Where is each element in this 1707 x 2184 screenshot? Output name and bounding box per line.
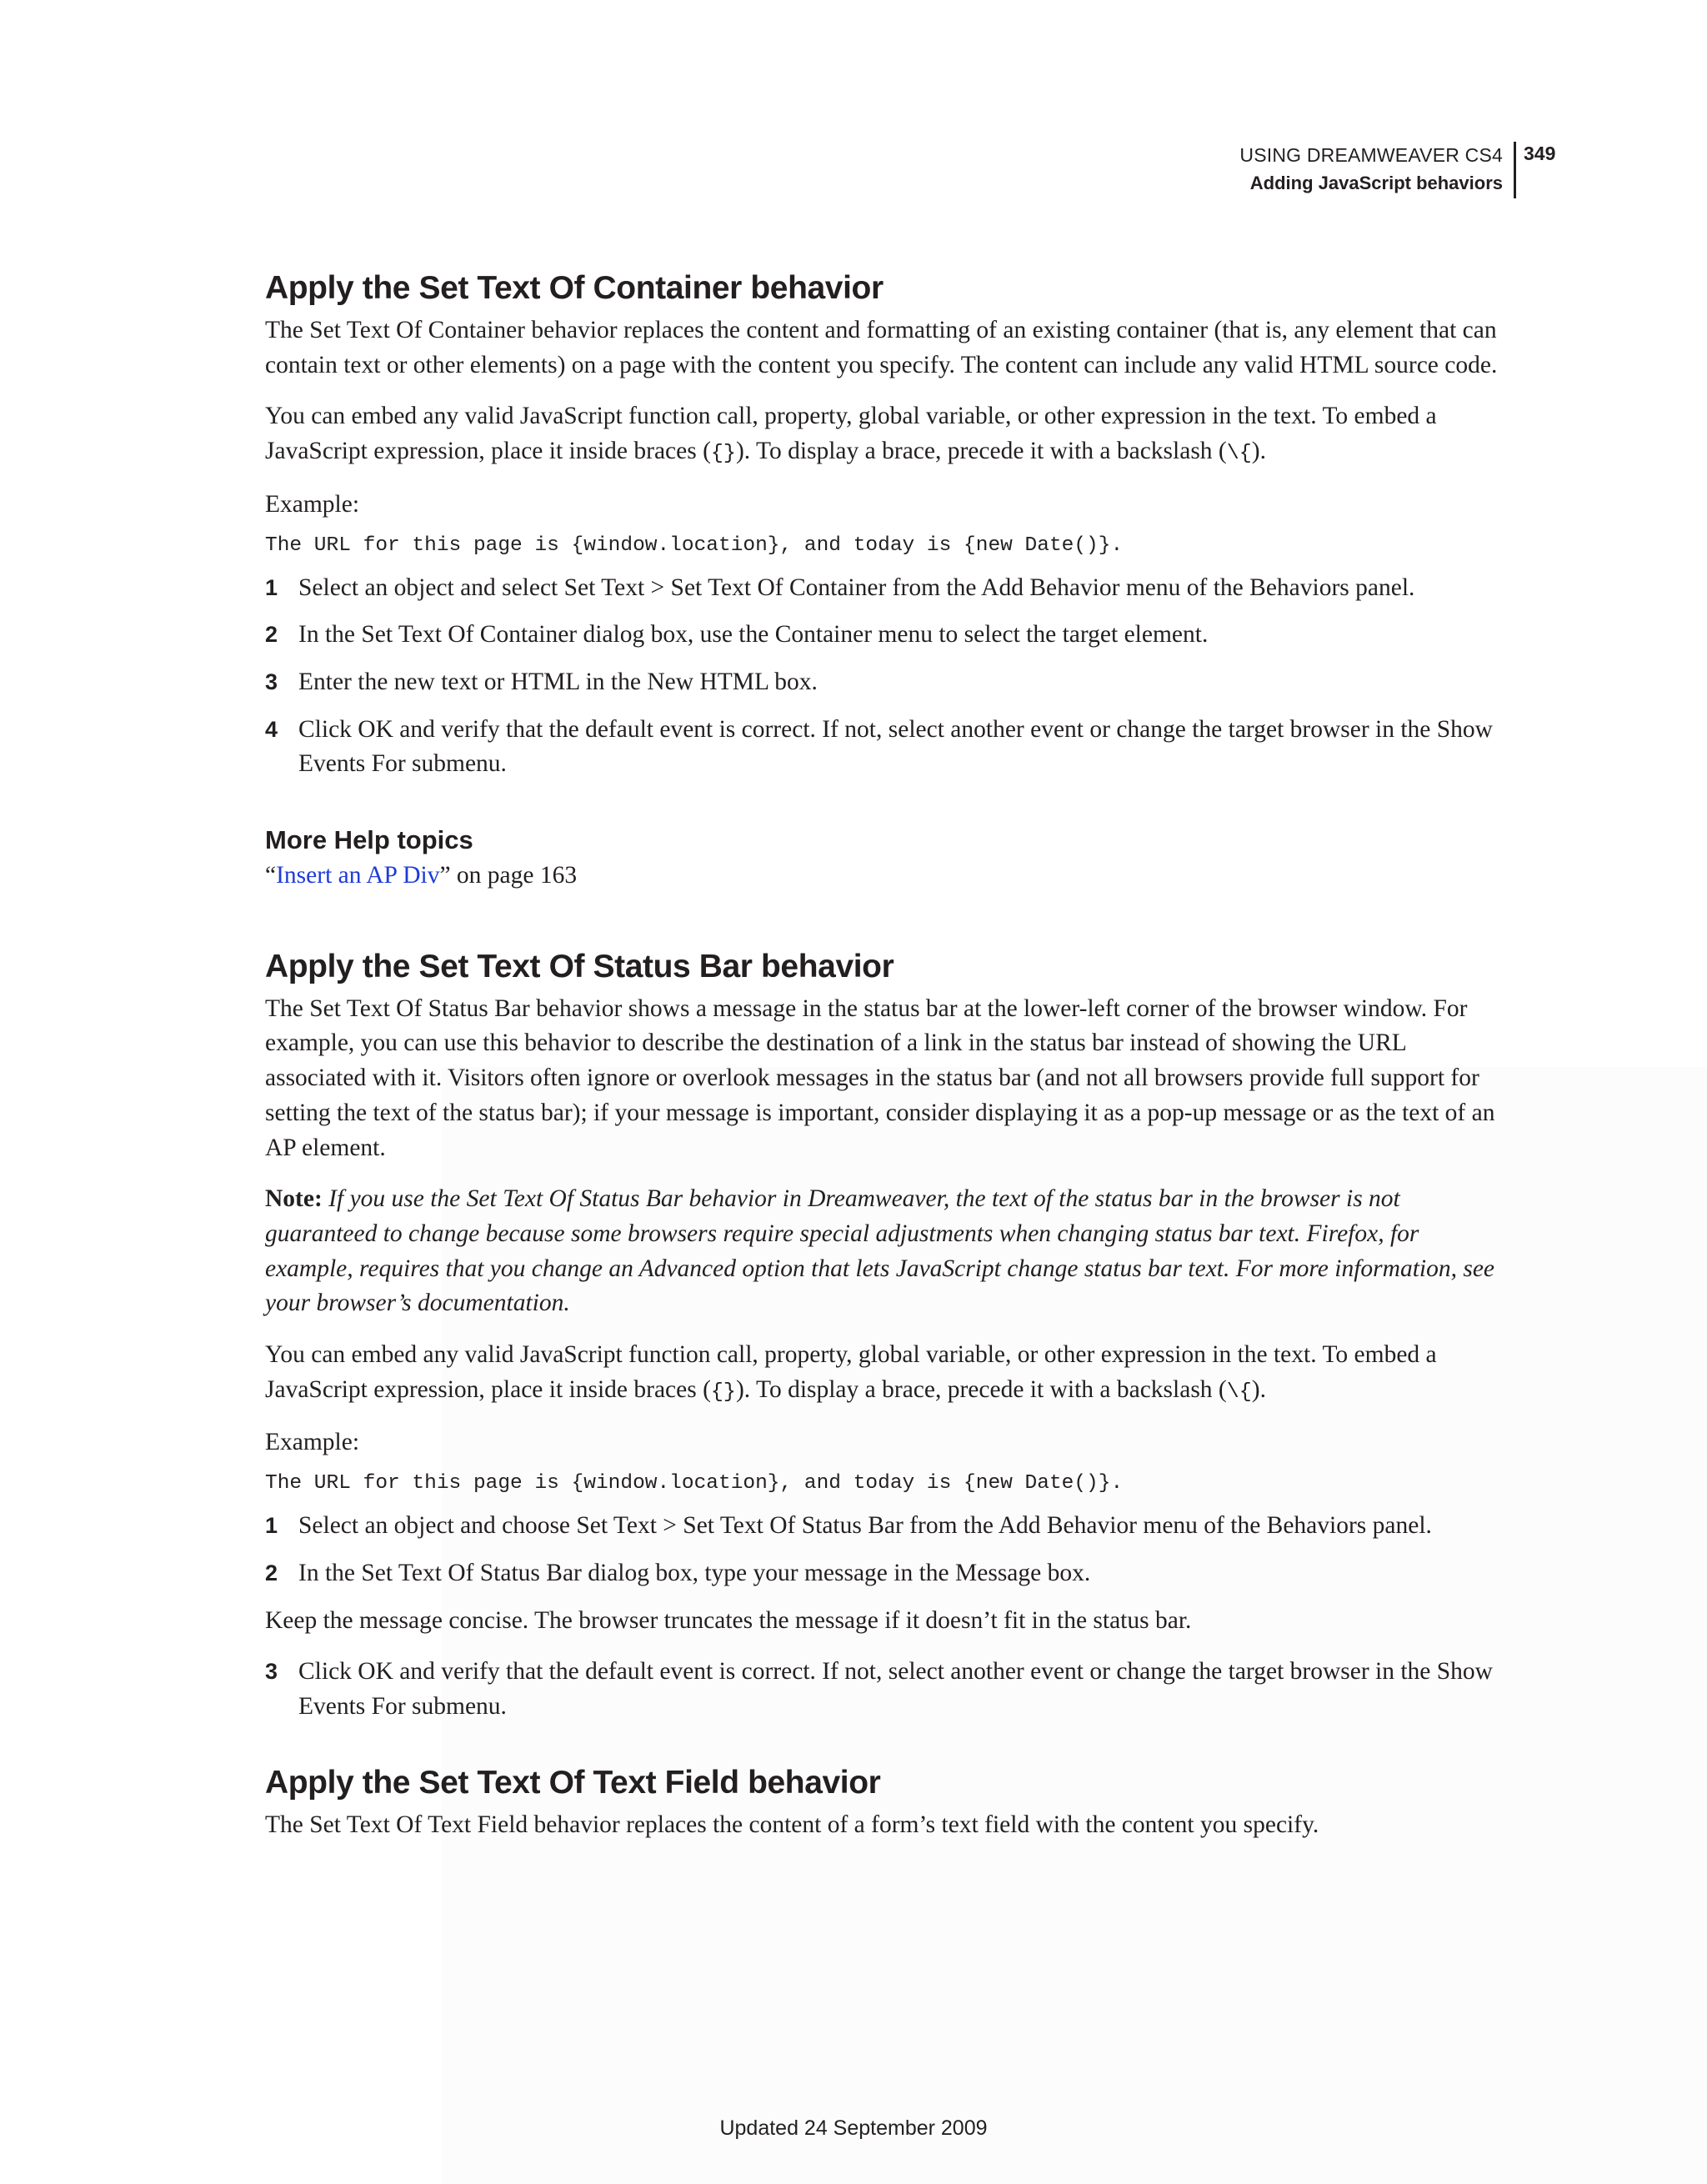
section-set-text-of-status-bar bbox=[265, 944, 1507, 1725]
open-quote: “ bbox=[265, 862, 277, 889]
embed-text-middle: ). To display a brace, precede it with a backslash ( bbox=[735, 1375, 1227, 1403]
step-number: 3 bbox=[265, 669, 278, 694]
chapter-title: Adding JavaScript behaviors bbox=[1249, 173, 1503, 193]
paragraph-intro: The Set Text Of Status Bar behavior shows a message in the status bar at the lower-left corner of the browser window. For example, you can use this behavior to describe the destination of a link in the status bar instead of showing the URL associated with it. Visitors often ignore or overlook messages in the status bar (and not all browsers provide full support for setting the text of the status bar); if your message is important, consider displaying it as a pop-up message or as the text of an AP element. bbox=[265, 994, 1495, 1161]
insert-ap-div-link[interactable]: Insert an AP Div bbox=[276, 862, 440, 889]
paragraph-embed bbox=[265, 1338, 1507, 1409]
section-set-text-of-container bbox=[265, 265, 1507, 894]
step-text: Select an object and choose Set Text > Set Text Of Status Bar from the Add Behavior menu of the Behaviors panel. bbox=[298, 1512, 1432, 1540]
step-number: 4 bbox=[265, 716, 278, 742]
step-number: 1 bbox=[265, 574, 278, 600]
step-number: 2 bbox=[265, 622, 278, 648]
embed-text-before: You can embed any valid JavaScript function call, property, global variable, or other expression in the text. To embed a JavaScript expression, place it inside braces ( bbox=[265, 403, 1437, 465]
steps-list-continued bbox=[265, 1655, 1507, 1724]
paragraph-intro: The Set Text Of Text Field behavior replaces the content of a form’s text field with the content you specify. bbox=[265, 1811, 1319, 1838]
example-label: Example: bbox=[265, 490, 360, 518]
page-reference: ” on page 163 bbox=[439, 862, 578, 889]
paragraph-tip: Keep the message concise. The browser truncates the message if it doesn’t fit in the status bar. bbox=[265, 1606, 1192, 1634]
list-item bbox=[265, 571, 1507, 606]
step-text: Enter the new text or HTML in the New HTML box. bbox=[298, 668, 818, 695]
step-number: 2 bbox=[265, 1560, 278, 1585]
list-item bbox=[265, 713, 1507, 782]
note-text: If you use the Set Text Of Status Bar behavior in Dreamweaver, the text of the status bar in the browser is not guaranteed to change because some browsers require special adjustments when changing status bar text. Firefox, for example, requires that you change an Advanced option that lets JavaScript change status bar text. For more information, see your browser’s documentation. bbox=[265, 1185, 1494, 1317]
running-header bbox=[1239, 142, 1516, 198]
step-text: In the Set Text Of Container dialog box, use the Container menu to select the target element. bbox=[298, 621, 1209, 649]
paragraph-intro: The Set Text Of Container behavior replaces the content and formatting of an existing container (that is, any element that can contain text or other elements) on a page with the content you specify. The content can include any valid HTML source code. bbox=[265, 317, 1498, 378]
inline-code-backslash: \{ bbox=[1226, 1379, 1252, 1404]
note-paragraph bbox=[265, 1182, 1507, 1321]
code-example: The URL for this page is {window.location}, and today is {new Date()}. bbox=[265, 1472, 1124, 1495]
footer-updated-date: Updated 24 September 2009 bbox=[719, 2116, 988, 2140]
section-heading: Apply the Set Text Of Container behavior bbox=[265, 270, 884, 306]
page-number: 349 bbox=[1524, 143, 1556, 164]
embed-text-before: You can embed any valid JavaScript function call, property, global variable, or other expression in the text. To embed a JavaScript expression, place it inside braces ( bbox=[265, 1341, 1437, 1403]
step-number: 1 bbox=[265, 1513, 278, 1539]
example-label: Example: bbox=[265, 1429, 360, 1456]
step-text: In the Set Text Of Status Bar dialog box, type your message in the Message box. bbox=[298, 1559, 1091, 1586]
paragraph-embed bbox=[265, 399, 1507, 470]
list-item bbox=[265, 1509, 1507, 1544]
embed-text-after: ). bbox=[1251, 1375, 1266, 1403]
list-item bbox=[265, 665, 1507, 700]
more-help-heading: More Help topics bbox=[265, 825, 473, 855]
inline-code-backslash: \{ bbox=[1226, 441, 1252, 466]
step-text: Click OK and verify that the default event is correct. If not, select another event or change the target browser in the Show Events For submenu. bbox=[298, 1658, 1493, 1720]
steps-list bbox=[265, 571, 1507, 783]
page-content bbox=[265, 265, 1507, 1859]
inline-code-braces: {} bbox=[710, 441, 736, 466]
step-text: Select an object and select Set Text > Set Text Of Container from the Add Behavior menu of the Behaviors panel. bbox=[298, 574, 1415, 601]
section-heading: Apply the Set Text Of Text Field behavior bbox=[265, 1764, 881, 1801]
embed-text-after: ). bbox=[1251, 438, 1266, 465]
list-item bbox=[265, 618, 1507, 653]
embed-text-middle: ). To display a brace, precede it with a backslash ( bbox=[735, 438, 1227, 465]
note-label: Note: bbox=[265, 1185, 323, 1213]
section-set-text-of-text-field bbox=[265, 1760, 1507, 1843]
inline-code-braces: {} bbox=[710, 1379, 736, 1404]
more-help-reference bbox=[265, 859, 1507, 894]
step-text: Click OK and verify that the default event is correct. If not, select another event or change the target browser in the Show Events For submenu. bbox=[298, 715, 1493, 778]
steps-list bbox=[265, 1509, 1507, 1590]
code-example: The URL for this page is {window.location}, and today is {new Date()}. bbox=[265, 533, 1124, 557]
section-heading: Apply the Set Text Of Status Bar behavior bbox=[265, 948, 894, 984]
book-title: USING DREAMWEAVER CS4 bbox=[1239, 144, 1503, 166]
step-number: 3 bbox=[265, 1659, 278, 1685]
list-item bbox=[265, 1556, 1507, 1591]
list-item bbox=[265, 1655, 1507, 1724]
